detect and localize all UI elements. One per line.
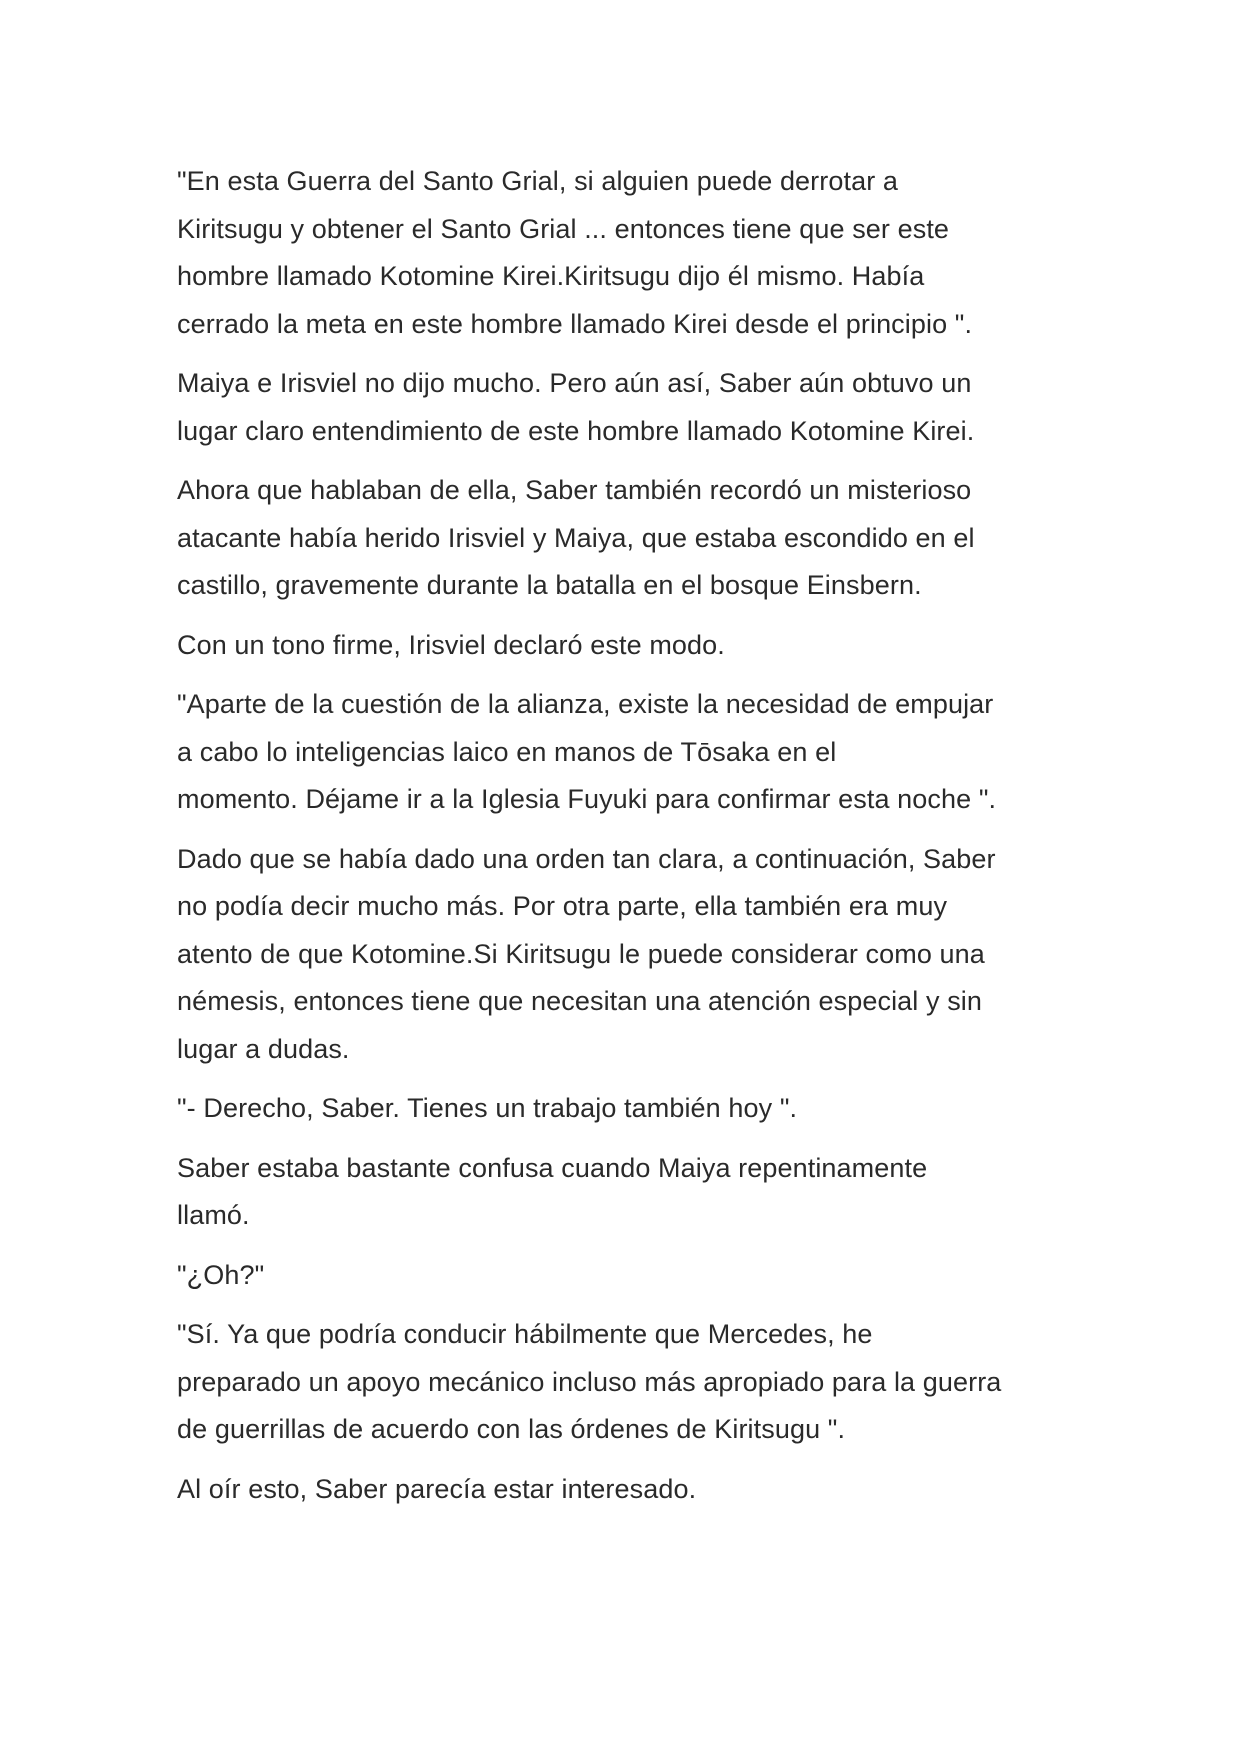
paragraph — [177, 681, 1097, 824]
paragraph — [177, 467, 1097, 610]
text-line: "Aparte de la cuestión de la alianza, existe la necesidad de empujar — [177, 689, 994, 719]
text-line: "¿Oh?" — [177, 1259, 265, 1290]
text-line: "En esta Guerra del Santo Grial, si alguien puede derrotar a — [177, 166, 898, 196]
paragraph — [177, 1311, 1097, 1454]
text-line: de guerrillas de acuerdo con las órdenes de Kiritsugu ". — [177, 1414, 846, 1444]
text-line: castillo, gravemente durante la batalla en el bosque Einsbern. — [177, 570, 922, 600]
text-line: Al oír esto, Saber parecía estar interesado. — [177, 1473, 697, 1504]
text-line: no podía decir mucho más. Por otra parte, ella también era muy — [177, 891, 948, 921]
text-line: preparado un apoyo mecánico incluso más apropiado para la guerra — [177, 1366, 1002, 1397]
paragraph — [177, 1252, 1097, 1300]
text-line: lugar claro entendimiento de este hombre llamado Kotomine Kirei. — [177, 415, 975, 446]
text-line: Ahora que hablaban de ella, Saber también recordó un misterioso — [177, 475, 972, 505]
text-line: atacante había herido Irisviel y Maiya, que estaba escondido en el — [177, 522, 975, 553]
document-body — [177, 158, 1097, 1525]
paragraph — [177, 1085, 1097, 1133]
text-line: momento. Déjame ir a la Iglesia Fuyuki para confirmar esta noche ". — [177, 784, 997, 814]
paragraph — [177, 1145, 1097, 1240]
paragraph — [177, 1466, 1097, 1514]
text-line: atento de que Kotomine.Si Kiritsugu le puede considerar como una — [177, 938, 985, 969]
text-line: némesis, entonces tiene que necesitan una atención especial y sin — [177, 986, 983, 1016]
paragraph — [177, 158, 1097, 348]
text-line: Con un tono firme, Irisviel declaró este modo. — [177, 629, 725, 660]
text-line: lugar a dudas. — [177, 1033, 350, 1064]
paragraph — [177, 360, 1097, 455]
text-line: cerrado la meta en este hombre llamado Kirei desde el principio ". — [177, 308, 973, 339]
text-line: hombre llamado Kotomine Kirei.Kiritsugu dijo él mismo. Había — [177, 261, 925, 291]
text-line: Saber estaba bastante confusa cuando Maiya repentinamente — [177, 1152, 928, 1183]
text-line: Maiya e Irisviel no dijo mucho. Pero aún así, Saber aún obtuvo un — [177, 368, 972, 398]
text-line: "- Derecho, Saber. Tienes un trabajo también hoy ". — [177, 1093, 798, 1123]
text-line: Kiritsugu y obtener el Santo Grial ... entonces tiene que ser este — [177, 213, 950, 244]
paragraph — [177, 622, 1097, 670]
text-line: llamó. — [177, 1200, 250, 1230]
text-line: a cabo lo inteligencias laico en manos de Tōsaka en el — [177, 736, 837, 767]
text-line: "Sí. Ya que podría conducir hábilmente que Mercedes, he — [177, 1319, 873, 1349]
text-line: Dado que se había dado una orden tan clara, a continuación, Saber — [177, 843, 996, 874]
paragraph — [177, 836, 1097, 1074]
